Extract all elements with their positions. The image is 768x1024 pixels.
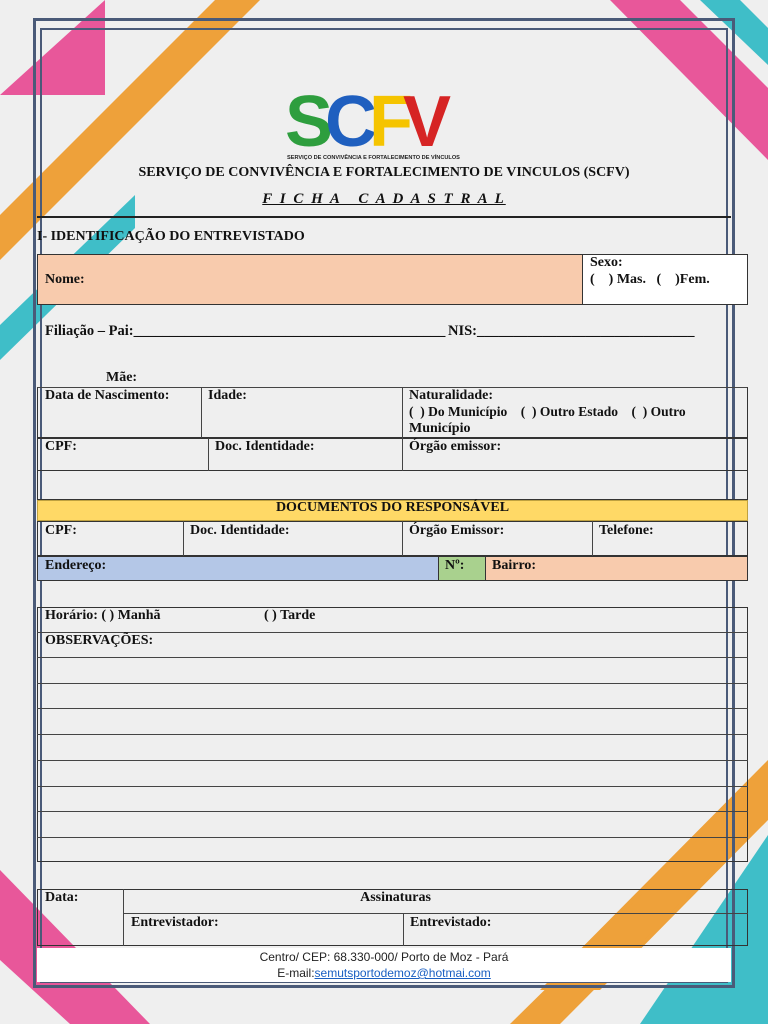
entrevistador-field[interactable]: Entrevistador: (131, 915, 219, 930)
svg-text:S: S (285, 84, 328, 162)
header-title: SERVIÇO DE CONVIVÊNCIA E FORTALECIMENTO DE VINCULOS (SCFV) (138, 165, 630, 180)
sexo-label: Sexo: (590, 255, 623, 270)
resp-cpf-label[interactable]: CPF: (45, 523, 77, 538)
orgao-emissor-label[interactable]: Órgão emissor: (409, 439, 502, 454)
svg-text:C: C (325, 84, 371, 162)
bairro-label: Bairro: (492, 558, 537, 573)
email-label: E-mail: (277, 966, 315, 980)
entrevistado-field[interactable]: Entrevistado: (410, 915, 492, 930)
nome-label: Nome: (45, 272, 85, 287)
nis-field[interactable]: NIS:______________________________ (448, 323, 695, 339)
idade-label[interactable]: Idade: (208, 388, 247, 403)
naturalidade-label: Naturalidade: (409, 388, 493, 403)
responsavel-title: DOCUMENTOS DO RESPONSÁVEL (275, 500, 510, 515)
form-title: F I C H A C A D A S T R A L (262, 191, 506, 207)
endereco-label: Endereço: (45, 558, 107, 573)
scfv-logo (285, 84, 463, 164)
data-label[interactable]: Data: (45, 890, 79, 905)
resp-telefone-label[interactable]: Telefone: (599, 523, 654, 538)
filiacao-pai-field[interactable]: Filiação – Pai:___________________________________________ (45, 323, 446, 339)
sexo-options[interactable]: ( ) Mas. ( )Fem. (590, 272, 710, 287)
horario-manha[interactable]: Horário: ( ) Manhã (45, 608, 161, 623)
footer-address: Centro/ CEP: 68.330-000/ Porto de Moz - Pará (259, 950, 509, 964)
svg-text:SERVIÇO DE CONVIVÊNCIA E FORTA: SERVIÇO DE CONVIVÊNCIA E FORTALECIMENTO DE VÍNCULOS (287, 155, 460, 161)
numero-label: Nº: (445, 558, 465, 573)
doc-identidade-label[interactable]: Doc. Identidade: (215, 439, 315, 454)
nome-field[interactable] (37, 254, 583, 305)
observacoes-label: OBSERVAÇÕES: (45, 633, 154, 648)
assinaturas-title: Assinaturas (360, 890, 431, 905)
svg-text:V: V (403, 84, 446, 162)
header-divider (37, 216, 731, 218)
email-link[interactable]: semutsportodemoz@hotmai.com (314, 966, 491, 980)
section-title: I- IDENTIFICAÇÃO DO ENTREVISTADO (37, 229, 305, 244)
mae-label: Mãe: (106, 370, 138, 385)
nascimento-label[interactable]: Data de Nascimento: (45, 388, 170, 403)
resp-doc-label[interactable]: Doc. Identidade: (190, 523, 290, 538)
blank-row (37, 471, 748, 500)
resp-orgao-label[interactable]: Órgão Emissor: (409, 523, 505, 538)
svg-text:F: F (369, 84, 407, 162)
footer (37, 948, 731, 982)
naturalidade-cont: Município (409, 421, 471, 436)
cpf-row (37, 438, 748, 471)
cpf-label[interactable]: CPF: (45, 439, 77, 454)
naturalidade-options[interactable]: ( ) Do Município ( ) Outro Estado ( ) Outro (409, 404, 686, 419)
horario-tarde[interactable]: ( ) Tarde (264, 608, 316, 623)
